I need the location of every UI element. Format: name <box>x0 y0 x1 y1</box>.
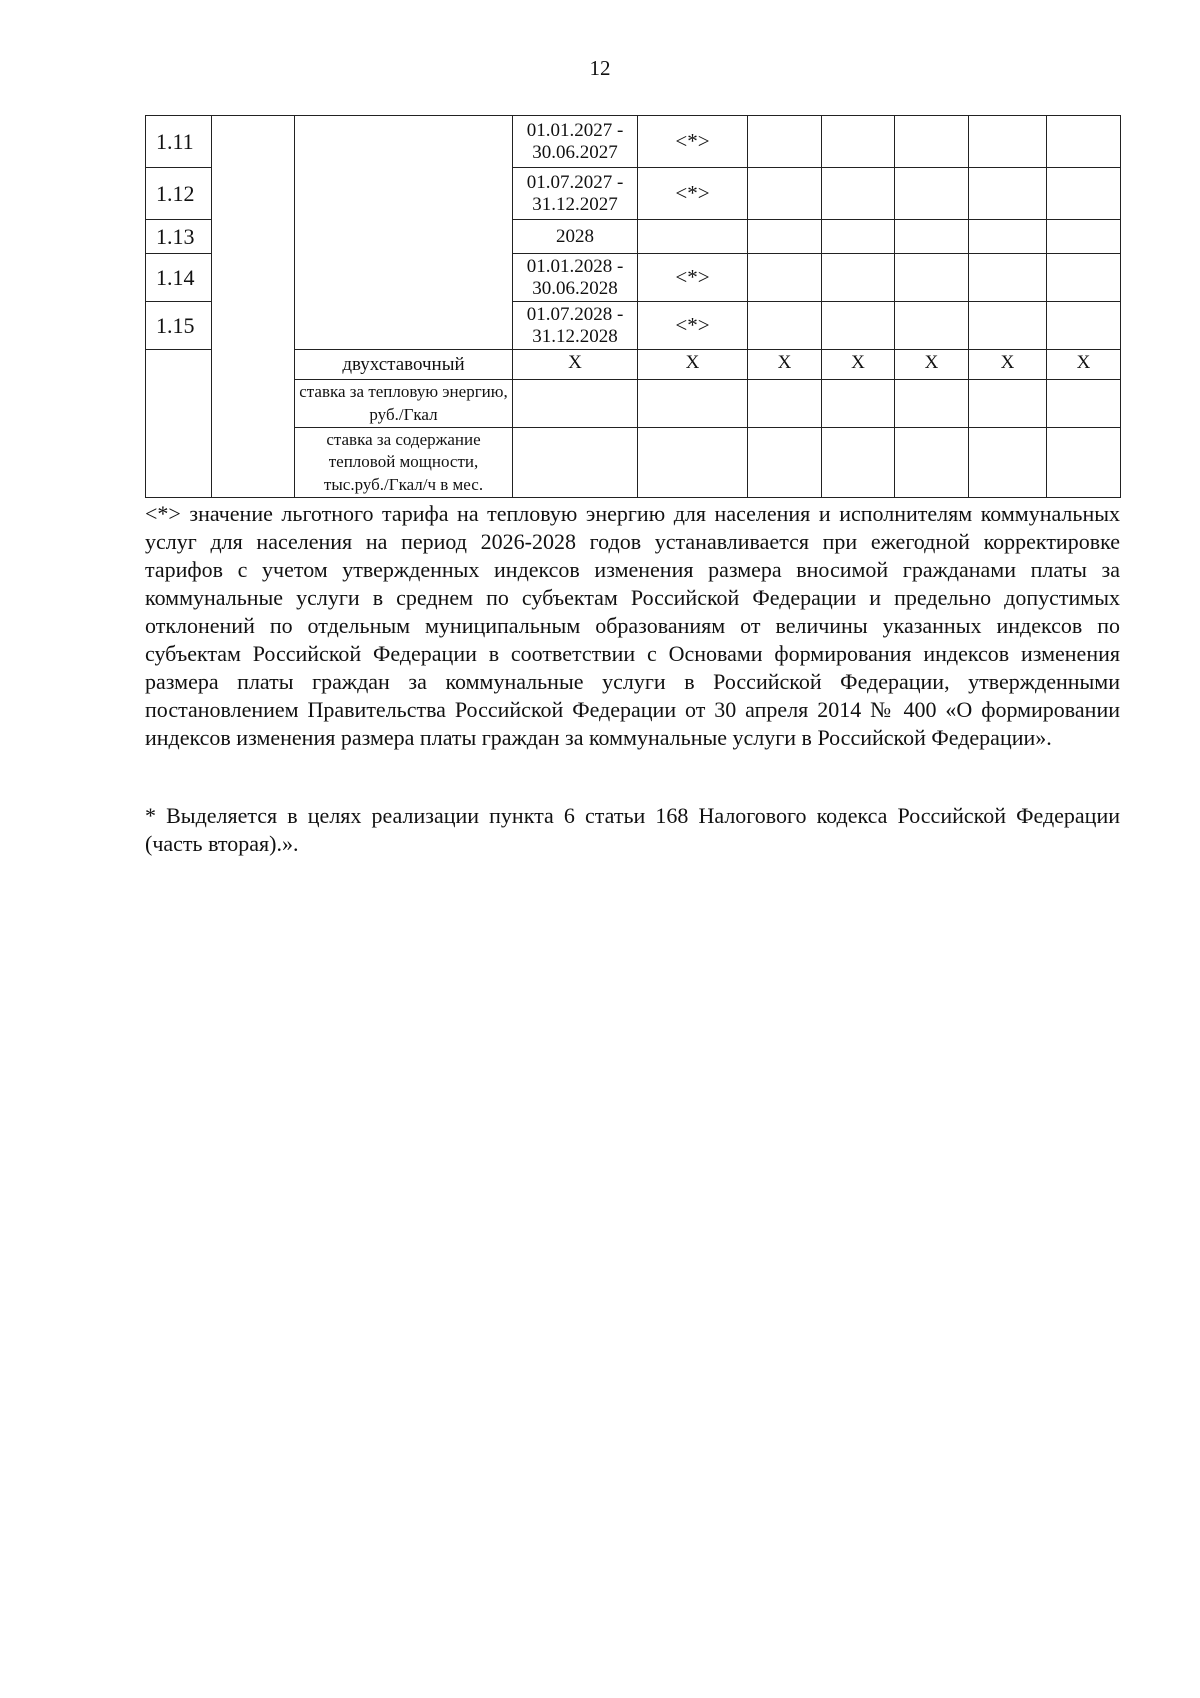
blank-cell <box>295 116 513 350</box>
period-start: 01.01.2028 - <box>526 255 624 277</box>
blank-cell <box>969 220 1047 254</box>
blank-cell <box>969 302 1047 350</box>
x-mark: X <box>638 350 748 380</box>
blank-cell <box>969 380 1047 428</box>
period-cell <box>513 302 638 350</box>
row-number: 1.11 <box>146 116 212 168</box>
blank-cell <box>146 350 212 498</box>
x-mark: X <box>748 350 822 380</box>
blank-cell <box>1047 428 1121 498</box>
blank-cell <box>822 302 895 350</box>
period-end: 30.06.2027 <box>532 141 618 163</box>
blank-cell <box>822 428 895 498</box>
blank-cell <box>1047 254 1121 302</box>
blank-cell <box>895 168 969 220</box>
blank-cell <box>969 168 1047 220</box>
blank-cell <box>748 254 822 302</box>
blank-cell <box>895 220 969 254</box>
table-row <box>146 116 1121 168</box>
x-mark: X <box>969 350 1047 380</box>
x-mark: X <box>895 350 969 380</box>
rate-capacity-label: ставка за содержание тепловой мощности, тыс.руб./Гкал/ч в мес. <box>295 428 513 498</box>
period-end: 31.12.2027 <box>532 193 618 215</box>
blank-cell <box>513 380 638 428</box>
period-cell <box>513 168 638 220</box>
row-number: 1.14 <box>146 254 212 302</box>
blank-cell <box>969 254 1047 302</box>
x-mark: X <box>822 350 895 380</box>
period-cell: 2028 <box>513 220 638 254</box>
period-end: 31.12.2028 <box>532 325 618 347</box>
blank-cell <box>1047 302 1121 350</box>
blank-cell <box>748 302 822 350</box>
blank-cell <box>638 428 748 498</box>
row-number: 1.12 <box>146 168 212 220</box>
asterisk-footnote: * Выделяется в целях реализации пункта 6 статьи 168 Налогового кодекса Российской Федерации (часть вторая).». <box>145 803 1120 856</box>
blank-cell <box>822 116 895 168</box>
mark-cell: <*> <box>638 254 748 302</box>
blank-cell <box>513 428 638 498</box>
mark-cell: <*> <box>638 302 748 350</box>
period-start: 01.07.2028 - <box>526 303 624 325</box>
page-number: 12 <box>589 56 611 80</box>
blank-cell <box>822 380 895 428</box>
x-mark: X <box>1047 350 1121 380</box>
blank-cell <box>969 116 1047 168</box>
row-number: 1.13 <box>146 220 212 254</box>
star-footnote: <*> значение льготного тарифа на тепловую энергию для населения и исполнителям коммунальных услуг для населения на период 2026-2028 годов устанавливается при ежегодной корректировке тарифов с учетом утвержденных индексов изменения размера вносимой гражданами платы за коммунальные услуги в среднем по субъектам Российской Федерации и предельно допустимых отклонений по отдельным муниципальным образованиям от величины указанных индексов по субъектам Российской Федерации в соответствии с Основами формирования индексов изменения размера платы граждан за коммунальные услуги в Российской Федерации, утвержденными постановлением Правительства Российской Федерации от 30 апреля 2014 № 400 «О формировании индексов изменения размера платы граждан за коммунальные услуги в Российской Федерации». <box>145 501 1120 750</box>
blank-cell <box>895 116 969 168</box>
blank-cell <box>895 380 969 428</box>
blank-cell <box>969 428 1047 498</box>
blank-cell <box>748 116 822 168</box>
blank-cell <box>212 116 295 498</box>
blank-cell <box>895 254 969 302</box>
blank-cell <box>1047 116 1121 168</box>
blank-cell <box>748 428 822 498</box>
blank-cell <box>1047 380 1121 428</box>
period-start: 01.07.2027 - <box>526 171 624 193</box>
two-part-label: двухставочный <box>295 350 513 380</box>
rate-energy-label: ставка за тепловую энергию, руб./Гкал <box>295 380 513 428</box>
blank-cell <box>895 302 969 350</box>
period-end: 30.06.2028 <box>532 277 618 299</box>
blank-cell <box>748 220 822 254</box>
blank-cell <box>895 428 969 498</box>
blank-cell <box>1047 168 1121 220</box>
blank-cell <box>822 220 895 254</box>
period-cell <box>513 116 638 168</box>
row-number: 1.15 <box>146 302 212 350</box>
tariff-table <box>145 115 1121 498</box>
period-start: 01.01.2027 - <box>526 119 624 141</box>
blank-cell <box>748 380 822 428</box>
blank-cell <box>1047 220 1121 254</box>
blank-cell <box>748 168 822 220</box>
x-mark: X <box>513 350 638 380</box>
blank-cell <box>638 380 748 428</box>
mark-cell: <*> <box>638 168 748 220</box>
mark-cell <box>638 220 748 254</box>
blank-cell <box>822 168 895 220</box>
blank-cell <box>822 254 895 302</box>
period-cell <box>513 254 638 302</box>
mark-cell: <*> <box>638 116 748 168</box>
